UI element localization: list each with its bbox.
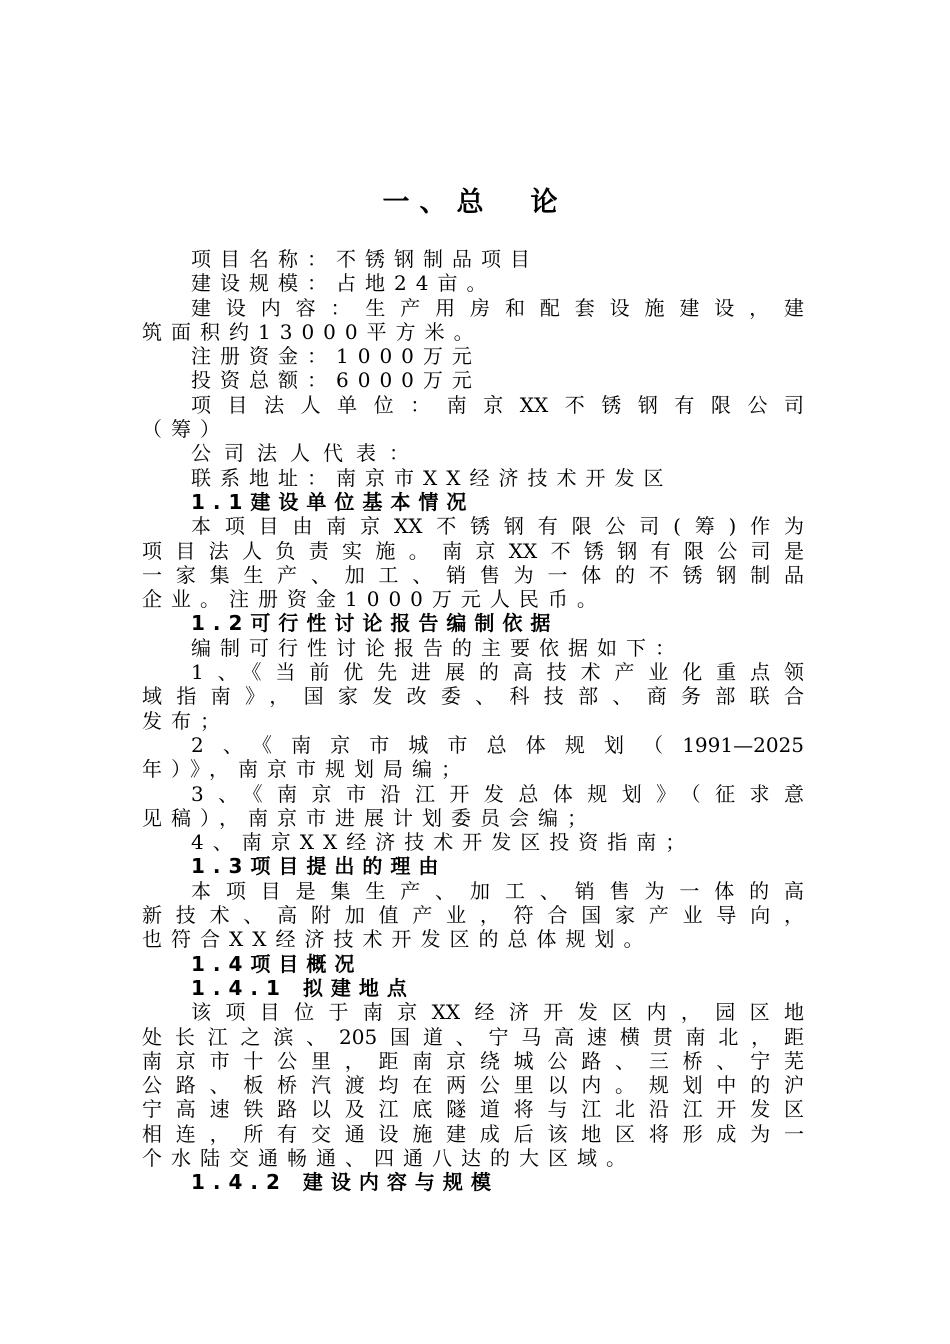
paragraph-line: 也符合XX经济技术开发区的总体规划。	[142, 927, 653, 952]
paragraph-line: 项目法人负责实施。南京XX不锈钢有限公司是	[142, 538, 804, 563]
paragraph-line: 个水陆交通畅通、四通八达的大区域。	[142, 1145, 635, 1170]
construction-content-continued-line: 筑面积约13000平方米。	[142, 319, 483, 344]
paragraph-line: 新技术、高附加值产业，符合国家产业导向，	[142, 903, 804, 928]
list-item-line: 3、《南京市沿江开发总体规划》（征求意	[191, 781, 804, 806]
paragraph-line: 一家集生产、加工、销售为一体的不锈钢制品	[142, 562, 804, 587]
section-heading-1-1: 1.1建设单位基本情况	[191, 489, 475, 514]
legal-entity-continued-line: （筹）	[142, 417, 229, 442]
document-body	[142, 247, 804, 1195]
section-heading-1-4: 1.4项目概况	[191, 951, 363, 976]
section-heading-1-4-1: 1.4.1 拟建地点	[191, 975, 415, 1000]
paragraph-line: 该项目位于南京XX经济开发区内，园区地	[191, 1000, 804, 1025]
construction-content-line: 建设内容：生产用房和配套设施建设，建	[191, 295, 804, 320]
section-heading-1-3: 1.3项目提出的理由	[191, 854, 447, 879]
list-item-line: 发布；	[142, 708, 229, 733]
paragraph-line: 企业。注册资金1000万元人民币。	[142, 587, 606, 612]
paragraph-line: 南京市十公里，距南京绕城公路、三桥、宁芜	[142, 1048, 804, 1073]
paragraph-line: 相连，所有交通设施建成后该地区将形成为一	[142, 1121, 804, 1146]
list-item-line: 域指南》，国家发改委、科技部、商务部联合	[142, 684, 804, 709]
paragraph-line: 宁高速铁路以及江底隧道将与江北沿江开发区	[142, 1097, 804, 1122]
list-item-line: 2、《南京市城市总体规划（1991—2025	[191, 732, 804, 757]
legal-entity-line: 项目法人单位：南京XX不锈钢有限公司	[191, 392, 804, 417]
paragraph-line: 处长江之滨、205国道、宁马高速横贯南北，距	[142, 1024, 804, 1049]
list-item-line: 见稿），南京市进展计划委员会编；	[142, 805, 596, 830]
list-item-line: 4、南京XX经济技术开发区投资指南；	[191, 830, 695, 855]
paragraph-line: 公路、板桥汽渡均在两公里以内。规划中的沪	[142, 1073, 804, 1098]
contact-address-line: 联系地址：南京市XX经济技术开发区	[191, 465, 673, 490]
legal-representative-line: 公司法人代表：	[191, 441, 422, 466]
page-title: 一、总 论	[382, 187, 568, 218]
list-item-line: 年）》，南京市规划局编；	[142, 757, 470, 782]
construction-scale-line: 建设规模：占地24亩。	[191, 271, 496, 296]
paragraph-line: 编制可行性讨论报告的主要依据如下：	[191, 635, 684, 660]
section-heading-1-4-2: 1.4.2 建设内容与规模	[191, 1170, 499, 1195]
paragraph-line: 本项目由南京XX不锈钢有限公司(筹)作为	[191, 514, 804, 539]
list-item-line: 1、《当前优先进展的高技术产业化重点领	[191, 660, 804, 685]
registered-capital-line: 注册资金：1000万元	[191, 344, 481, 369]
paragraph-line: 本项目是集生产、加工、销售为一体的高	[191, 878, 804, 903]
total-investment-line: 投资总额：6000万元	[191, 368, 481, 393]
section-heading-1-2: 1.2可行性讨论报告编制依据	[191, 611, 559, 636]
project-name-line: 项目名称：不锈钢制品项目	[191, 247, 539, 271]
